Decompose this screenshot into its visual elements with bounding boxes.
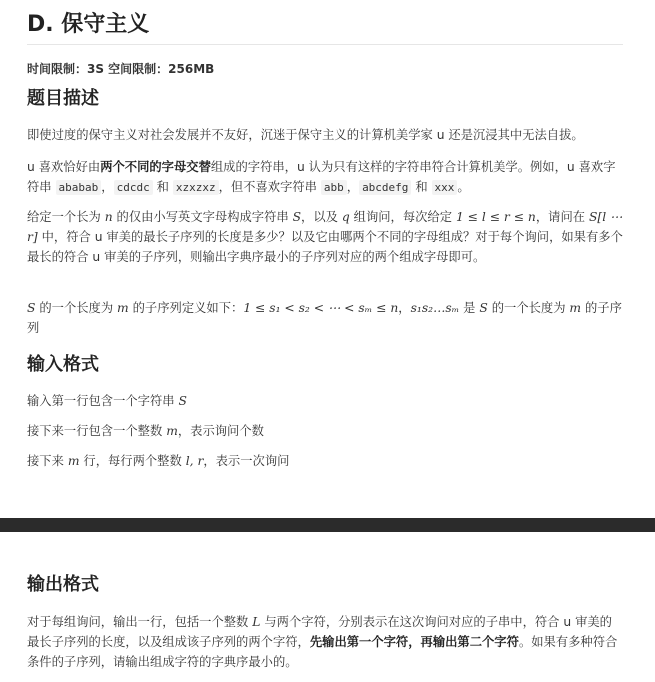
description-p4: [27, 298, 623, 338]
text-run: ，表示一次询问: [203, 454, 290, 468]
text-run: 给定一个长为: [27, 210, 105, 224]
text-run: 中，符合 u 审美的最长子序列的长度是多少？以及它由哪两个不同的字母组成？对于每个询问，如果有多个最长的符合 u 审美的子序列，则输出字典序最小的子序列对应的两个组成字母即可。: [27, 230, 623, 264]
math-S: S: [479, 301, 488, 315]
code-abcdefg: abcdefg: [359, 180, 411, 195]
text-run: 的一个长度为: [35, 301, 118, 315]
text-run: 。: [457, 180, 470, 194]
limits-line: 时间限制：3S 空间限制：256MB: [27, 62, 215, 76]
description-paragraph-2: [27, 157, 623, 198]
text-run: 组成的字符串，u 认为只有这样的字符串符合计算机美学。例如，u 喜欢字符串: [27, 160, 616, 194]
output-body: [27, 612, 623, 672]
text-run: ，以及: [301, 210, 342, 224]
text-run: 接下来: [27, 454, 68, 468]
math-S: S: [178, 394, 187, 408]
math-L: L: [252, 615, 261, 629]
text-run: 与两个字符，分别表示在这次询问对应的子串中，符合 u 审美的最长子序列的长度，以及组成该子序列的两个字符，: [27, 615, 612, 649]
description-p1: [27, 125, 623, 145]
math-S: S: [588, 210, 598, 224]
bold-run: 两个不同的字母交替: [100, 160, 211, 174]
input-paragraph-2: [27, 421, 623, 441]
text-run: 是: [459, 301, 480, 315]
input-section: [27, 352, 623, 378]
output-heading: 输出格式: [27, 574, 99, 595]
description-heading: 题目描述: [27, 88, 99, 109]
description-paragraph-1: 即使过度的保守主义对社会发展并不友好，沉迷于保守主义的计算机美学家 u 还是沉浸其中无法自拔。: [27, 128, 584, 142]
input-line-1: [27, 391, 623, 411]
text-run: 的仅由小写英文字母构成字符串: [112, 210, 293, 224]
input-heading: 输入格式: [27, 354, 99, 375]
problem-title: D. 保守主义: [27, 10, 623, 45]
input-paragraph-3: [27, 451, 623, 471]
text-run: 的子序列定义如下：: [128, 301, 244, 315]
text-run: ，但不喜欢字符串: [218, 180, 321, 194]
lower-panel: [0, 532, 655, 682]
input-paragraph-1: [27, 391, 623, 411]
output-section: [27, 572, 623, 598]
page-separator-band: [0, 518, 655, 532]
description-section: [27, 86, 623, 112]
text-run: 行，每行两个整数: [79, 454, 186, 468]
output-paragraph: [27, 612, 623, 672]
text-run: 的子序列: [27, 301, 622, 335]
text-run: 对于每组询问，输出一行，包括一个整数: [27, 615, 253, 629]
math-range: 1 ≤ l ≤ r ≤ n: [455, 210, 536, 224]
description-paragraph-4: [27, 298, 623, 338]
code-xxx: xxx: [432, 180, 458, 195]
code-ababab: ababab: [56, 180, 102, 195]
math-inequality: 1 ≤ s₁ < s₂ < ⋯ < sₘ ≤ n: [243, 301, 399, 315]
text-run: 的一个长度为: [487, 301, 570, 315]
text-run: u 喜欢恰好由: [27, 160, 101, 174]
math-m: m: [117, 301, 129, 315]
code-abb: abb: [321, 180, 347, 195]
math-S: S: [292, 210, 302, 224]
text-run: 输入第一行包含一个字符串: [27, 394, 179, 408]
text-run: 和: [411, 180, 432, 194]
text-run: ，: [398, 301, 411, 315]
text-run: ，: [346, 180, 360, 194]
text-run: 组询问，每次给定: [349, 210, 456, 224]
math-n: n: [104, 210, 113, 224]
text-run: ，请问在: [535, 210, 589, 224]
text-run: ，: [101, 180, 114, 194]
text-run: ，表示询问个数: [177, 424, 264, 438]
text-run: 和: [152, 180, 173, 194]
input-line-2: [27, 421, 623, 441]
problem-header: [27, 10, 623, 78]
description-paragraph-3: [27, 207, 623, 267]
bold-run: 先输出第一个字符，再输出第二个字符: [309, 635, 519, 649]
description-p3: [27, 207, 623, 267]
text-run: 。如果有多种符合条件的子序列，请输出组成字符的字典序最小的。: [27, 635, 618, 669]
math-sequence: s₁s₂…sₘ: [410, 301, 460, 315]
input-line-3: [27, 451, 623, 471]
math-l-r: l, r: [185, 454, 204, 468]
code-xzxzxz: xzxzxz: [173, 180, 219, 195]
math-m: m: [67, 454, 80, 468]
math-q: q: [341, 210, 350, 224]
math-S: S: [27, 301, 36, 315]
text-run: 接下来一行包含一个整数: [27, 424, 167, 438]
math-substring: [l ⋯ r]: [27, 210, 623, 244]
description-p2: [27, 157, 623, 198]
math-m: m: [569, 301, 582, 315]
code-cdcdc: cdcdc: [114, 180, 153, 195]
math-m: m: [166, 424, 178, 438]
